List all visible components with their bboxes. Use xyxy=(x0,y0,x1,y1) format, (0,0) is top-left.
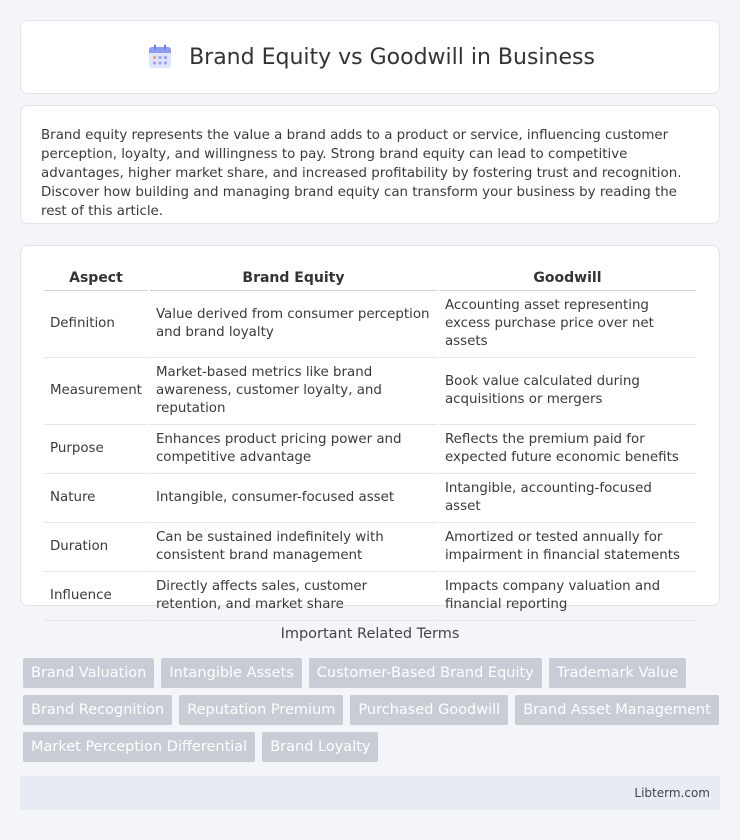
footer xyxy=(20,776,720,810)
related-term-tag[interactable]: Brand Asset Management xyxy=(515,695,719,725)
brand-equity-cell: Value derived from consumer perception and brand loyalty xyxy=(150,291,437,358)
related-term-tag[interactable]: Brand Loyalty xyxy=(262,732,378,762)
related-term-tag[interactable]: Reputation Premium xyxy=(179,695,343,725)
column-header-brand-equity: Brand Equity xyxy=(150,266,437,291)
goodwill-cell: Book value calculated during acquisitions or mergers xyxy=(439,358,696,425)
related-term-tag[interactable]: Market Perception Differential xyxy=(23,732,255,762)
related-term-tag[interactable]: Purchased Goodwill xyxy=(350,695,508,725)
related-term-tag[interactable]: Brand Valuation xyxy=(23,658,154,688)
brand-equity-cell: Directly affects sales, customer retention, and market share xyxy=(150,572,437,621)
brand-equity-cell: Enhances product pricing power and competitive advantage xyxy=(150,425,437,474)
brand-equity-cell: Can be sustained indefinitely with consistent brand management xyxy=(150,523,437,572)
related-term-tag[interactable]: Brand Recognition xyxy=(23,695,172,725)
footer-site-link[interactable]: Libterm.com xyxy=(634,786,710,800)
related-term-tag[interactable]: Intangible Assets xyxy=(161,658,301,688)
goodwill-cell: Accounting asset representing excess purchase price over net assets xyxy=(439,291,696,358)
related-term-tag[interactable]: Customer-Based Brand Equity xyxy=(309,658,542,688)
aspect-cell: Purpose xyxy=(44,425,148,474)
column-header-aspect: Aspect xyxy=(44,266,148,291)
page-title: Brand Equity vs Goodwill in Business xyxy=(189,44,595,70)
table-row xyxy=(44,572,696,621)
comparison-table-card xyxy=(20,245,720,612)
related-terms-title: Important Related Terms xyxy=(280,626,460,642)
aspect-cell: Influence xyxy=(44,572,148,621)
brand-equity-cell: Intangible, consumer-focused asset xyxy=(150,474,437,523)
aspect-cell: Definition xyxy=(44,291,148,358)
intro-paragraph: Brand equity represents the value a brand adds to a product or service, influencing customer perception, loyalty, and willingness to pay. Strong brand equity can lead to competitive advantages, higher market share, and increased profitability by fostering trust and recognition. Discover how building and managing brand equity can transform your business by reading the rest of this article. xyxy=(41,128,682,219)
table-row xyxy=(44,358,696,425)
header-card xyxy=(20,20,720,94)
goodwill-cell: Reflects the premium paid for expected future economic benefits xyxy=(439,425,696,474)
goodwill-cell: Intangible, accounting-focused asset xyxy=(439,474,696,523)
comparison-table xyxy=(42,266,698,621)
intro-card xyxy=(20,105,720,224)
table-row xyxy=(44,291,696,358)
aspect-cell: Measurement xyxy=(44,358,148,425)
calendar-grid-icon xyxy=(145,42,175,72)
related-term-tag[interactable]: Trademark Value xyxy=(549,658,687,688)
goodwill-cell: Amortized or tested annually for impairment in financial statements xyxy=(439,523,696,572)
table-row xyxy=(44,474,696,523)
table-header-row xyxy=(44,266,696,291)
table-row xyxy=(44,523,696,572)
brand-equity-cell: Market-based metrics like brand awareness, customer loyalty, and reputation xyxy=(150,358,437,425)
table-row xyxy=(44,425,696,474)
aspect-cell: Duration xyxy=(44,523,148,572)
goodwill-cell: Impacts company valuation and financial reporting xyxy=(439,572,696,621)
related-terms-list xyxy=(23,658,723,762)
aspect-cell: Nature xyxy=(44,474,148,523)
column-header-goodwill: Goodwill xyxy=(439,266,696,291)
